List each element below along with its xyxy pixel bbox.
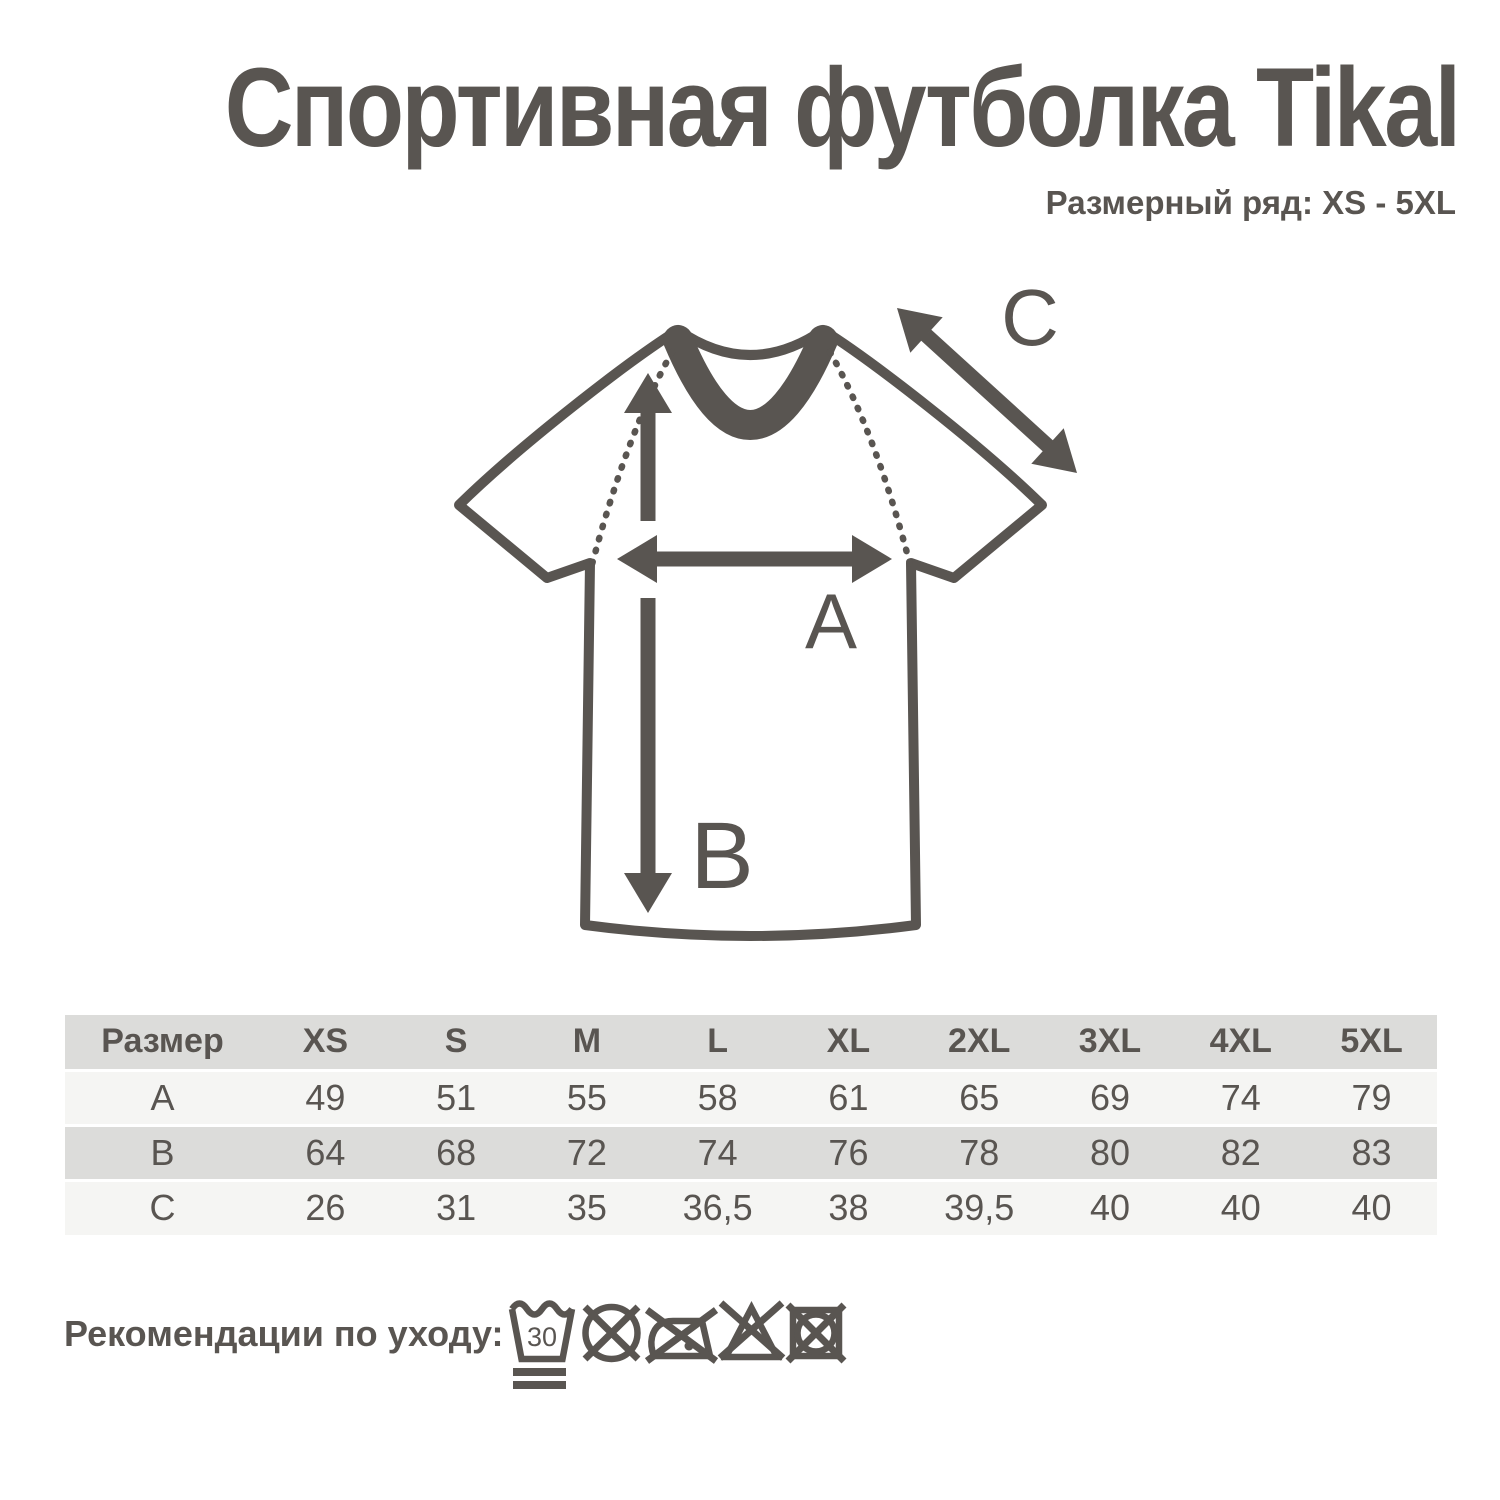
column-header: Размер [101, 1022, 224, 1061]
size-value: 80 [1089, 1131, 1130, 1173]
size-value: 40 [1220, 1187, 1261, 1229]
size-value: 38 [828, 1187, 869, 1229]
arrow-chest-width [617, 535, 892, 583]
size-range-subtitle: Размерный ряд: XS - 5XL [1045, 184, 1456, 221]
size-value: 74 [1220, 1076, 1261, 1118]
column-header: S [444, 1022, 468, 1061]
row-label: C [149, 1187, 176, 1229]
size-value: 36,5 [682, 1187, 753, 1229]
size-value: 78 [959, 1131, 1000, 1173]
care-section [64, 1295, 1464, 1405]
size-value: 68 [436, 1131, 477, 1173]
arrow-body-length [624, 373, 672, 913]
size-value: 40 [1351, 1187, 1392, 1229]
table-row [65, 1125, 1437, 1180]
size-value: 51 [436, 1076, 477, 1118]
wash-30-very-gentle-icon [512, 1304, 572, 1390]
column-header: XS [302, 1022, 349, 1061]
column-header: 2XL [948, 1022, 1011, 1061]
table-row [65, 1180, 1437, 1235]
size-value: 26 [305, 1187, 346, 1229]
tshirt-measurement-diagram [430, 285, 1120, 955]
size-value: 40 [1089, 1187, 1130, 1229]
do-not-iron-icon [647, 1310, 716, 1361]
size-value: 49 [305, 1076, 346, 1118]
measurement-label-chest: A [804, 577, 858, 665]
column-header: XL [826, 1022, 871, 1061]
size-table-header-row [65, 1015, 1437, 1070]
row-label: A [150, 1076, 175, 1118]
size-value: 72 [566, 1131, 607, 1173]
column-header: M [572, 1022, 602, 1061]
care-icons [505, 1295, 855, 1395]
size-value: 58 [697, 1076, 738, 1118]
measurement-label-sleeve: C [1001, 285, 1059, 362]
size-value: 69 [1089, 1076, 1130, 1118]
page-title: Спортивная футболка Tikal [224, 45, 1458, 170]
size-value: 74 [697, 1131, 738, 1173]
size-value: 55 [566, 1076, 607, 1118]
size-table [65, 1015, 1437, 1235]
column-header: 4XL [1209, 1022, 1272, 1061]
size-value: 61 [828, 1076, 869, 1118]
care-label: Рекомендации по уходу: [64, 1313, 504, 1354]
size-value: 39,5 [944, 1187, 1015, 1229]
size-value: 82 [1220, 1131, 1261, 1173]
row-label: B [150, 1131, 175, 1173]
size-value: 31 [436, 1187, 477, 1229]
table-row [65, 1070, 1437, 1125]
size-value: 65 [959, 1076, 1000, 1118]
column-header: 5XL [1340, 1022, 1403, 1061]
do-not-bleach-icon [720, 1303, 783, 1358]
size-value: 64 [305, 1131, 346, 1173]
size-value: 79 [1351, 1076, 1392, 1118]
do-not-dry-clean-icon [585, 1307, 638, 1359]
wash-temperature-label: 30 [526, 1322, 558, 1352]
size-value: 35 [566, 1187, 607, 1229]
size-value: 83 [1351, 1131, 1392, 1173]
column-header: 3XL [1078, 1022, 1142, 1061]
size-value: 76 [828, 1131, 869, 1173]
do-not-tumble-dry-icon [788, 1305, 844, 1361]
column-header: L [707, 1022, 729, 1061]
measurement-label-length: B [690, 803, 754, 909]
